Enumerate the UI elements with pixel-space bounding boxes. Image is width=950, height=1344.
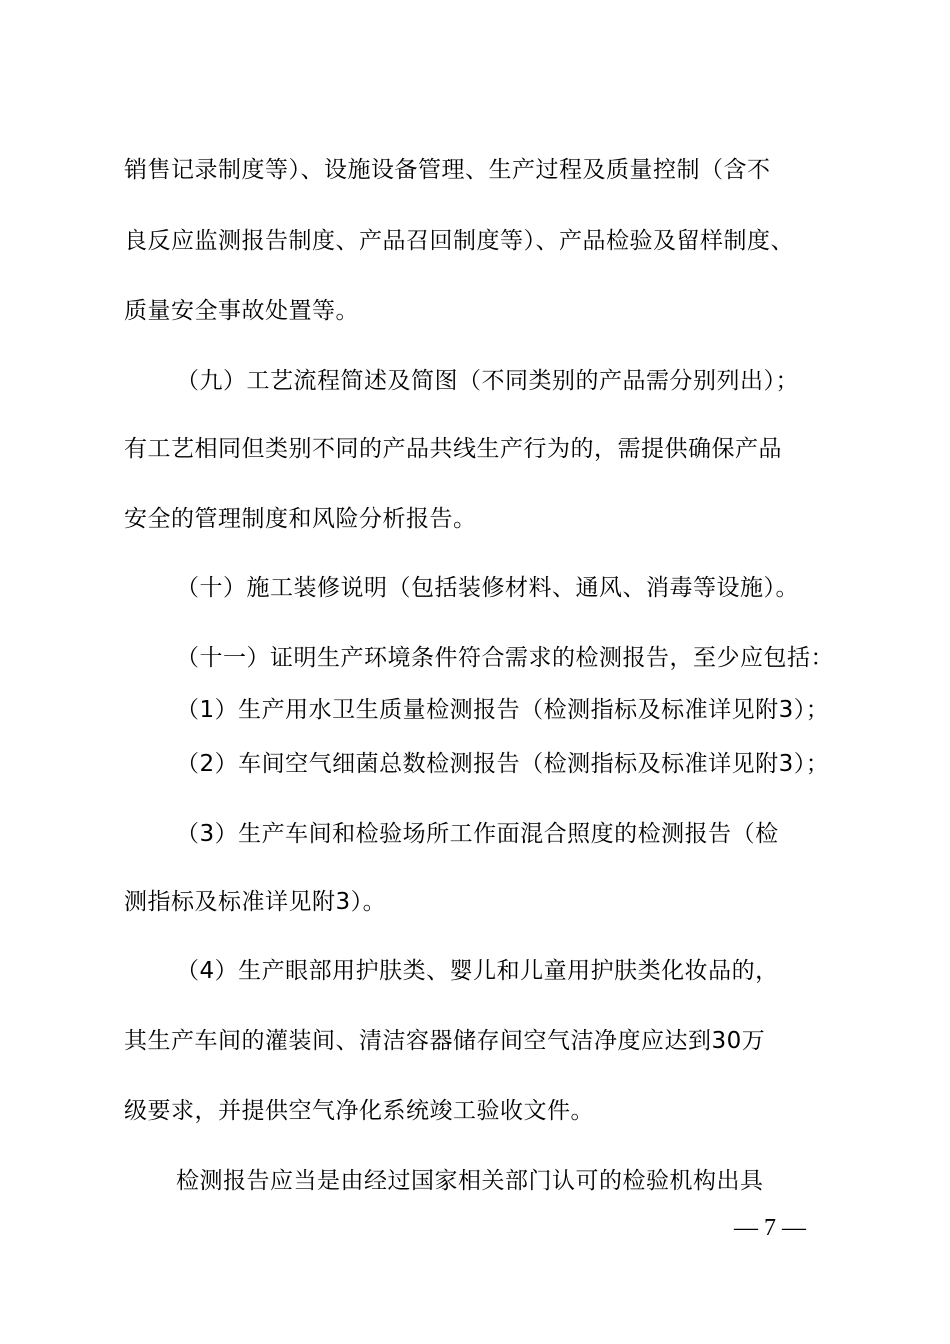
text-line: 良反应监测报告制度、产品召回制度等）、产品检验及留样制度、	[124, 228, 794, 254]
text-line: 测指标及标准详见附3）。	[124, 889, 387, 915]
text-line: 检测报告应当是由经过国家相关部门认可的检验机构出具	[176, 1168, 764, 1194]
text-line: （1）生产用水卫生质量检测报告（检测指标及标准详见附3）；	[176, 697, 830, 723]
text-line: （十）施工装修说明（包括装修材料、通风、消毒等设施）。	[176, 575, 799, 601]
text-line: 级要求，并提供空气净化系统竣工验收文件。	[124, 1098, 594, 1124]
text-line: （九）工艺流程简述及简图（不同类别的产品需分别列出）；	[176, 368, 799, 394]
text-line: 销售记录制度等）、设施设备管理、生产过程及质量控制（含不	[124, 157, 771, 183]
text-line: （4）生产眼部用护肤类、婴儿和儿童用护肤类化妆品的，	[176, 958, 779, 984]
text-line: 其生产车间的灌装间、清洁容器储存间空气洁净度应达到30万	[124, 1028, 766, 1054]
text-line: 质量安全事故处置等。	[124, 298, 359, 324]
text-line: 有工艺相同但类别不同的产品共线生产行为的，需提供确保产品	[124, 436, 782, 462]
text-line: （十一）证明生产环境条件符合需求的检测报告，至少应包括：	[176, 645, 834, 671]
text-line: （2）车间空气细菌总数检测报告（检测指标及标准详见附3）；	[176, 751, 830, 777]
text-line: 安全的管理制度和风险分析报告。	[124, 506, 477, 532]
text-line: （3）生产车间和检验场所工作面混合照度的检测报告（检	[176, 821, 779, 847]
page-number: — 7 —	[734, 1215, 806, 1241]
